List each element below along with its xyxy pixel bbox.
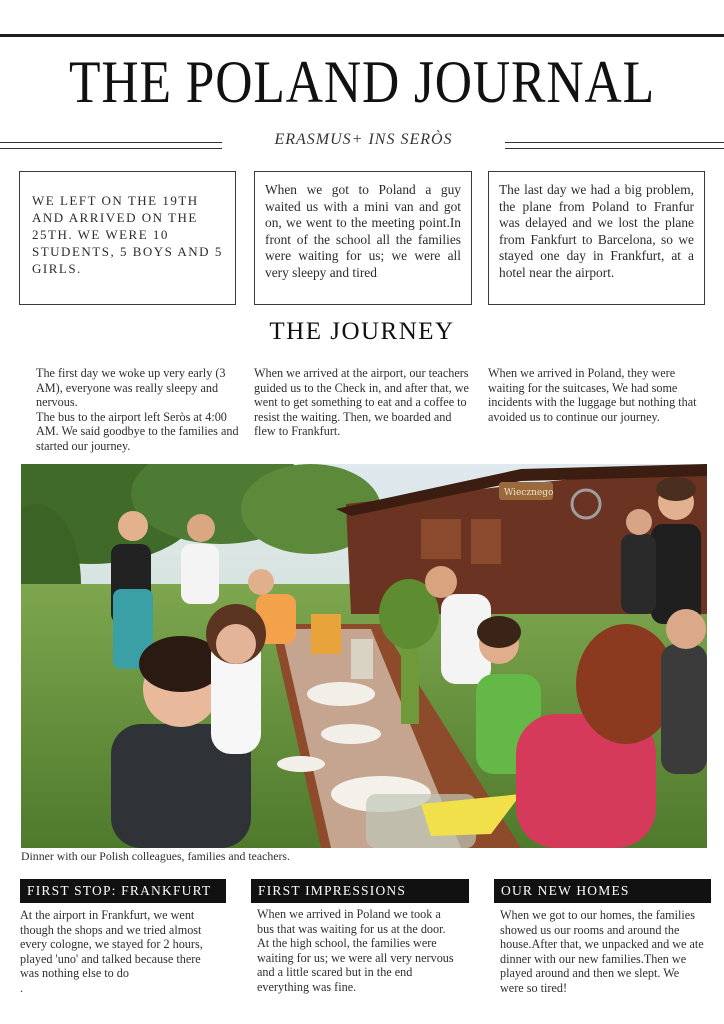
intro-box-last-day [488,171,705,305]
section-text-impressions [257,907,457,995]
section-heading-impressions: FIRST IMPRESSIONS [251,879,469,903]
section-text-frankfurt-body: At the airport in Frankfurt, we went though the shops and we tried almost every cologne, we stayed for 2 hours, played 'uno' and talked because there was nothing else to do [20,908,203,981]
photo-caption: Dinner with our Polish colleagues, families and teachers. [21,849,290,863]
journey-column-2-p1: When we arrived at the airport, our teachers guided us to the Check in, and after that, we went to get something to eat and a coffee to resist the waiting. Then, we boarded and flew to Frankfurt. [254,366,469,439]
section-text-new-homes [500,908,705,996]
journey-column-3 [488,366,710,424]
top-rule [0,34,724,37]
section-text-frankfurt-tail: . [20,980,24,995]
intro-box-poland [254,171,472,305]
journey-column-1-p2: The bus to the airport left Seròs at 4:00 AM. We said goodbye to the families and started our journey. [36,409,239,453]
journey-column-1 [36,366,241,454]
subtitle-rule-right [505,142,724,149]
section-heading-frankfurt: FIRST STOP: FRANKFURT [20,879,226,903]
page-subtitle: ERASMUS+ INS SERÒS [274,131,453,148]
intro-box-arrival-text: WE LEFT ON THE 19TH AND ARRIVED ON THE 25TH. WE WERE 10 STUDENTS, 5 BOYS AND 5 GIRLS. [32,193,223,276]
intro-box-arrival [19,171,236,305]
cabin-sign-text: Wiecznego [504,488,554,498]
page-title: THE POLAND JOURNAL [69,49,655,115]
section-text-frankfurt [20,908,215,996]
section-heading-new-homes: OUR NEW HOMES [494,879,711,903]
dinner-photo-illustration [21,464,707,848]
journey-column-3-p1: When we arrived in Poland, they were waiting for the suitcases, We had some incidents with the luggage but nothing that avoided us to continue our journey. [488,366,697,424]
dinner-photo [21,464,707,848]
journey-heading: THE JOURNEY [269,318,455,345]
intro-box-poland-text: When we got to Poland a guy waited us with a mini van and got on, we went to the meeting point.In front of the school all the families were waiting for us; we were all very sleepy and tired [265,182,461,280]
section-text-new-homes-body: When we got to our homes, the families showed us our rooms and around the house.After that, we unpacked and we ate dinner with our new families.Then we played around and then we slept. We were so tired! [500,908,704,995]
section-text-impressions-body: When we arrived in Poland we took a bus that was waiting for us at the door. At the high school, the families were waiting for us; we were all very nervous and a little scared but in the end everything was fine. [257,907,454,994]
intro-box-last-day-text: The last day we had a big problem, the plane from Poland to Franfur was delayed and we lost the plane from Fankfurt to Barcelona, so we stayed one day in Frankfurt, at a hotel near the airport. [499,182,694,280]
journey-column-1-p1: The first day we woke up very early (3 AM), everyone was really sleepy and nervous. [36,366,226,410]
subtitle-rule-left [0,142,222,149]
journey-column-2 [254,366,474,439]
